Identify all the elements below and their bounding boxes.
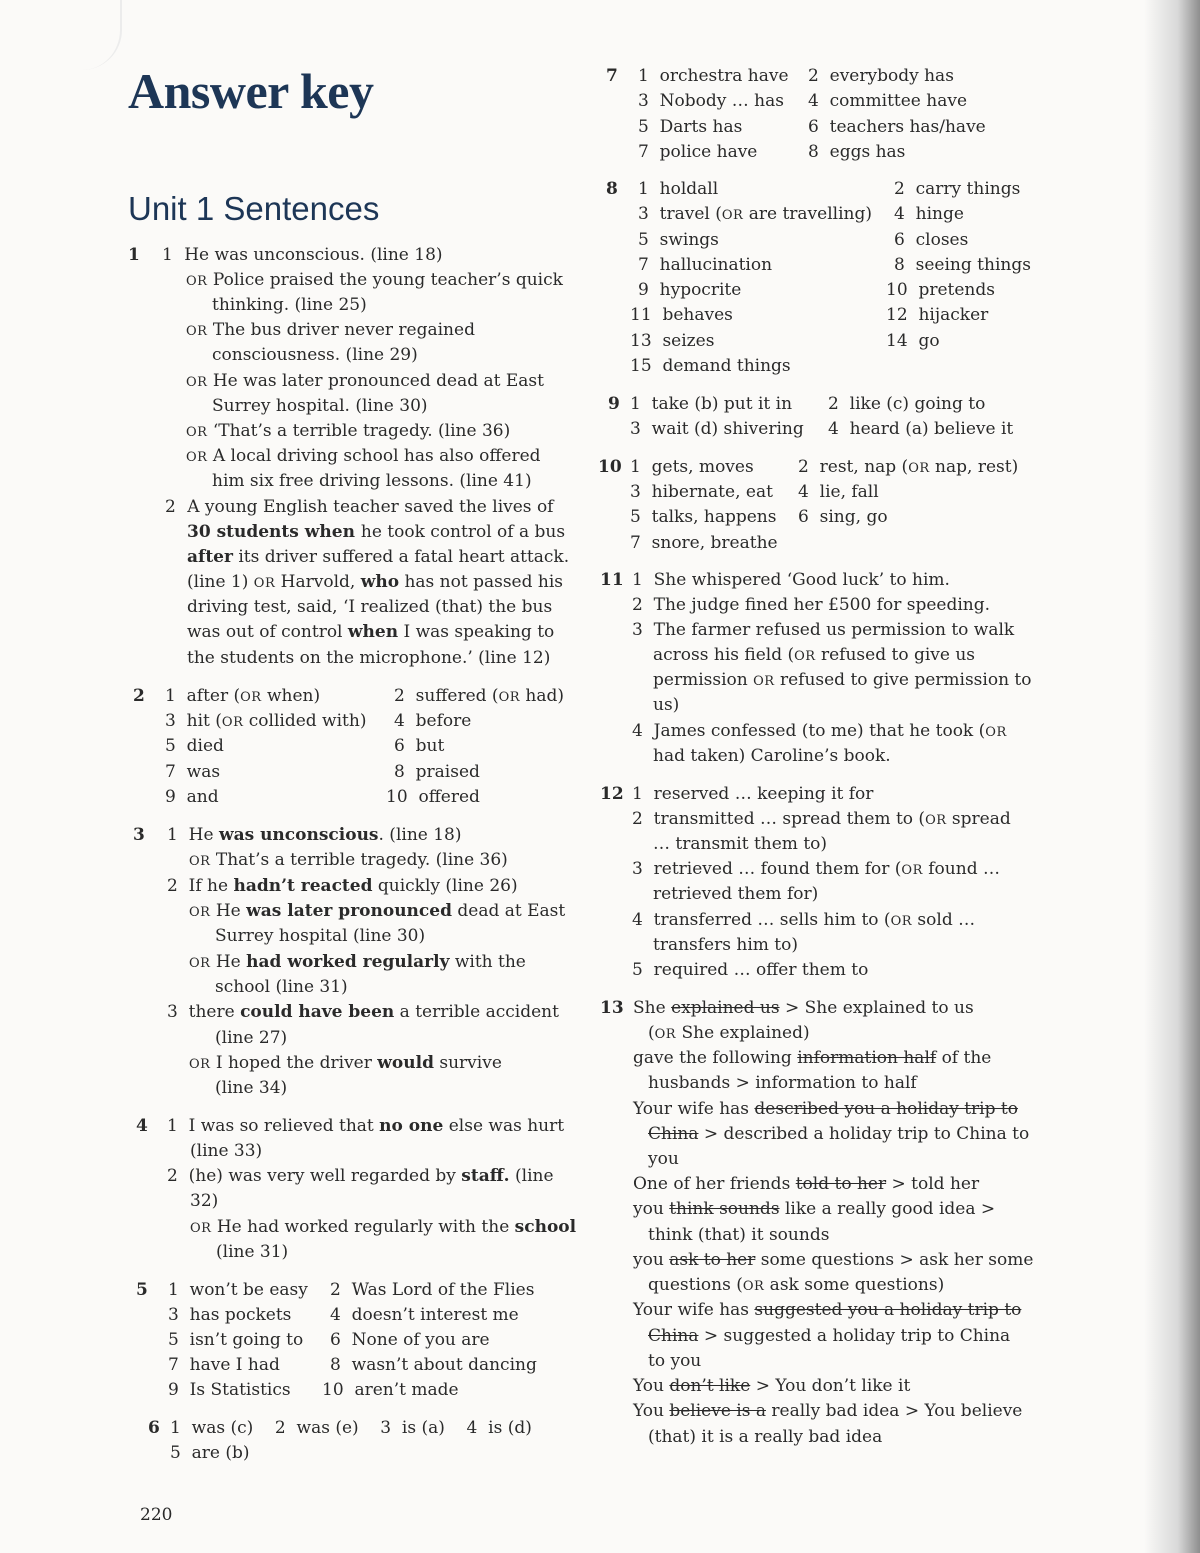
answer-line: (OR She explained) bbox=[648, 1023, 810, 1043]
answer-line: 3 has pockets bbox=[168, 1305, 292, 1325]
answer-line: You believe is a really bad idea > You believe bbox=[633, 1401, 1023, 1421]
answer-line: you bbox=[648, 1149, 679, 1169]
answer-line: 2 like (c) going to bbox=[828, 394, 986, 414]
question-number: 2 bbox=[133, 686, 145, 706]
answer-line: (that) it is a really bad idea bbox=[648, 1427, 883, 1447]
page-corner-mark bbox=[60, 0, 122, 70]
question-number: 1 bbox=[128, 245, 140, 265]
answer-line: the students on the microphone.’ (line 12) bbox=[187, 648, 551, 668]
answer-line: 2 everybody has bbox=[808, 66, 954, 86]
answer-line: think (that) it sounds bbox=[648, 1225, 830, 1245]
question-number: 12 bbox=[600, 784, 624, 804]
answer-line: 6 sing, go bbox=[798, 507, 888, 527]
answer-line: Surrey hospital. (line 30) bbox=[212, 396, 428, 416]
answer-line: 5 isn’t going to bbox=[168, 1330, 304, 1350]
answer-line: … transmit them to) bbox=[653, 834, 828, 854]
answer-line: 3 travel (OR are travelling) bbox=[638, 204, 872, 224]
answer-line: 8 wasn’t about dancing bbox=[330, 1355, 537, 1375]
answer-line: 4 before bbox=[394, 711, 472, 731]
answer-line: Your wife has suggested you a holiday trip to bbox=[633, 1300, 1022, 1320]
answer-line: 2 suffered (OR had) bbox=[394, 686, 565, 706]
answer-line: 5 swings bbox=[638, 230, 719, 250]
answer-line: was out of control when I was speaking to bbox=[187, 622, 555, 642]
answer-line: 14 go bbox=[886, 331, 940, 351]
answer-line: 5 died bbox=[165, 736, 224, 756]
answer-line: (line 1) OR Harvold, who has not passed his bbox=[187, 572, 564, 592]
page-number: 220 bbox=[140, 1505, 173, 1525]
question-number: 4 bbox=[136, 1116, 148, 1136]
answer-line: 2 If he hadn’t reacted quickly (line 26) bbox=[167, 876, 518, 896]
answer-line: 8 praised bbox=[394, 762, 480, 782]
answer-line: China > described a holiday trip to China to bbox=[648, 1124, 1030, 1144]
answer-line: 1 He was unconscious. (line 18) bbox=[162, 245, 443, 265]
answer-line: 3 The farmer refused us permission to walk bbox=[632, 620, 1015, 640]
answer-line: 3 hibernate, eat bbox=[630, 482, 773, 502]
answer-line: 10 pretends bbox=[886, 280, 995, 300]
page-title: Answer key bbox=[128, 63, 374, 119]
answer-line: transfers him to) bbox=[653, 935, 798, 955]
answer-line: driving test, said, ‘I realized (that) the bus bbox=[187, 597, 553, 617]
question-number: 7 bbox=[606, 66, 618, 86]
answer-line: 7 police have bbox=[638, 142, 758, 162]
answer-line: 5 are (b) bbox=[170, 1443, 250, 1463]
answer-line: 3 hit (OR collided with) bbox=[165, 711, 367, 731]
answer-line: 15 demand things bbox=[630, 356, 791, 376]
answer-line: questions (OR ask some questions) bbox=[648, 1275, 945, 1295]
answer-line: 2 The judge fined her £500 for speeding. bbox=[632, 595, 991, 615]
answer-line: 2 carry things bbox=[894, 179, 1021, 199]
answer-line: OR That’s a terrible tragedy. (line 36) bbox=[189, 850, 508, 870]
answer-line: 2 Was Lord of the Flies bbox=[330, 1280, 535, 1300]
question-number: 5 bbox=[136, 1280, 148, 1300]
answer-line: OR A local driving school has also offered bbox=[186, 446, 541, 466]
answer-line: 30 students when he took control of a bus bbox=[187, 522, 566, 542]
answer-line: after its driver suffered a fatal heart attack. bbox=[187, 547, 570, 567]
answer-line: 9 Is Statistics bbox=[168, 1380, 291, 1400]
question-number: 10 bbox=[598, 457, 622, 477]
answer-line: 7 hallucination bbox=[638, 255, 773, 275]
answer-line: 1 take (b) put it in bbox=[630, 394, 793, 414]
answer-line: to you bbox=[648, 1351, 702, 1371]
answer-line: OR The bus driver never regained bbox=[186, 320, 475, 340]
answer-line: Your wife has described you a holiday trip to bbox=[633, 1099, 1018, 1119]
answer-line: 6 but bbox=[394, 736, 445, 756]
answer-line: 5 required … offer them to bbox=[632, 960, 869, 980]
unit-heading: Unit 1 Sentences bbox=[128, 190, 380, 227]
question-number: 6 bbox=[148, 1418, 160, 1438]
answer-line: husbands > information to half bbox=[648, 1073, 917, 1093]
answer-line: 1 gets, moves bbox=[630, 457, 754, 477]
answer-line: OR I hoped the driver would survive bbox=[189, 1053, 502, 1073]
answer-line: OR He was later pronounced dead at East bbox=[189, 901, 566, 921]
answer-line: Surrey hospital (line 30) bbox=[215, 926, 426, 946]
answer-line: 2 A young English teacher saved the lives of bbox=[165, 497, 554, 517]
question-number: 8 bbox=[606, 179, 618, 199]
question-number: 3 bbox=[133, 825, 145, 845]
answer-line: 3 Nobody … has bbox=[638, 91, 784, 111]
answer-line: 4 heard (a) believe it bbox=[828, 419, 1014, 439]
answer-line: 3 wait (d) shivering bbox=[630, 419, 804, 439]
answer-line: 1 won’t be easy bbox=[168, 1280, 308, 1300]
answer-line: 8 seeing things bbox=[894, 255, 1031, 275]
answer-line: 7 snore, breathe bbox=[630, 533, 778, 553]
answer-line: 9 and bbox=[165, 787, 219, 807]
answer-line: retrieved them for) bbox=[653, 884, 819, 904]
answer-line: 4 committee have bbox=[808, 91, 968, 111]
answer-line: gave the following information half of the bbox=[633, 1048, 992, 1068]
answer-line: (line 33) bbox=[190, 1141, 263, 1161]
answer-line: us) bbox=[653, 695, 680, 715]
answer-line: school (line 31) bbox=[215, 977, 348, 997]
answer-line: 9 hypocrite bbox=[638, 280, 742, 300]
answer-line: (line 31) bbox=[216, 1242, 289, 1262]
answer-line: 4 transferred … sells him to (OR sold … bbox=[632, 910, 976, 930]
answer-line: you ask to her some questions > ask her some bbox=[633, 1250, 1034, 1270]
answer-line: OR He had worked regularly with the school bbox=[190, 1217, 577, 1237]
answer-line: across his field (OR refused to give us bbox=[653, 645, 976, 665]
answer-line: (line 34) bbox=[215, 1078, 288, 1098]
answer-line: 5 talks, happens bbox=[630, 507, 777, 527]
page-binding-shadow bbox=[1144, 0, 1200, 1553]
answer-line: 4 lie, fall bbox=[798, 482, 879, 502]
question-number: 13 bbox=[600, 998, 624, 1018]
answer-line: 2 rest, nap (OR nap, rest) bbox=[798, 457, 1019, 477]
answer-line: 1 She whispered ‘Good luck’ to him. bbox=[632, 570, 950, 590]
answer-line: 2 (he) was very well regarded by staff. (line bbox=[167, 1166, 554, 1186]
answer-line: 1 holdall bbox=[638, 179, 719, 199]
answer-line: 4 hinge bbox=[894, 204, 964, 224]
answer-line: 10 aren’t made bbox=[322, 1380, 459, 1400]
answer-line: 2 transmitted … spread them to (OR spread bbox=[632, 809, 1011, 829]
answer-line: 6 None of you are bbox=[330, 1330, 490, 1350]
question-number: 11 bbox=[600, 570, 624, 590]
answer-line: China > suggested a holiday trip to China bbox=[648, 1326, 1011, 1346]
answer-line: 3 there could have been a terrible accident bbox=[167, 1002, 559, 1022]
answer-line: 1 orchestra have bbox=[638, 66, 789, 86]
answer-line: One of her friends told to her > told her bbox=[633, 1174, 980, 1194]
answer-line: permission OR refused to give permission to bbox=[653, 670, 1032, 690]
answer-line: 7 was bbox=[165, 762, 221, 782]
answer-line: 10 offered bbox=[386, 787, 480, 807]
answer-line: OR He was later pronounced dead at East bbox=[186, 371, 544, 391]
answer-line: 1 He was unconscious. (line 18) bbox=[167, 825, 462, 845]
answer-line: 12 hijacker bbox=[886, 305, 989, 325]
question-number: 9 bbox=[608, 394, 620, 414]
answer-line: 32) bbox=[190, 1191, 219, 1211]
answer-line: 1 was (c) 2 was (e) 3 is (a) 4 is (d) bbox=[170, 1418, 532, 1438]
answer-line: had taken) Caroline’s book. bbox=[653, 746, 891, 766]
answer-line: 5 Darts has bbox=[638, 117, 743, 137]
answer-line: 7 have I had bbox=[168, 1355, 280, 1375]
answer-line: 1 I was so relieved that no one else was hurt bbox=[167, 1116, 565, 1136]
answer-line: OR Police praised the young teacher’s quick bbox=[186, 270, 563, 290]
answer-line: consciousness. (line 29) bbox=[212, 345, 418, 365]
answer-line: 4 doesn’t interest me bbox=[330, 1305, 519, 1325]
answer-line: (line 27) bbox=[215, 1028, 288, 1048]
answer-line: 6 teachers has/have bbox=[808, 117, 986, 137]
answer-line: OR ‘That’s a terrible tragedy. (line 36) bbox=[186, 421, 511, 441]
answer-line: thinking. (line 25) bbox=[212, 295, 367, 315]
answer-line: 13 seizes bbox=[630, 331, 715, 351]
answer-line: 11 behaves bbox=[630, 305, 733, 325]
answer-line: She explained us > She explained to us bbox=[633, 998, 974, 1018]
answer-line: 1 reserved … keeping it for bbox=[632, 784, 874, 804]
answer-line: OR He had worked regularly with the bbox=[189, 952, 526, 972]
answer-line: 8 eggs has bbox=[808, 142, 906, 162]
answer-line: 4 James confessed (to me) that he took (OR bbox=[632, 721, 1007, 741]
answer-line: 1 after (OR when) bbox=[165, 686, 321, 706]
answer-line: You don’t like > You don’t like it bbox=[633, 1376, 911, 1396]
answer-line: 3 retrieved … found them for (OR found … bbox=[632, 859, 1000, 879]
answer-line: him six free driving lessons. (line 41) bbox=[212, 471, 532, 491]
answer-line: you think sounds like a really good idea > bbox=[633, 1199, 996, 1219]
answer-line: 6 closes bbox=[894, 230, 969, 250]
